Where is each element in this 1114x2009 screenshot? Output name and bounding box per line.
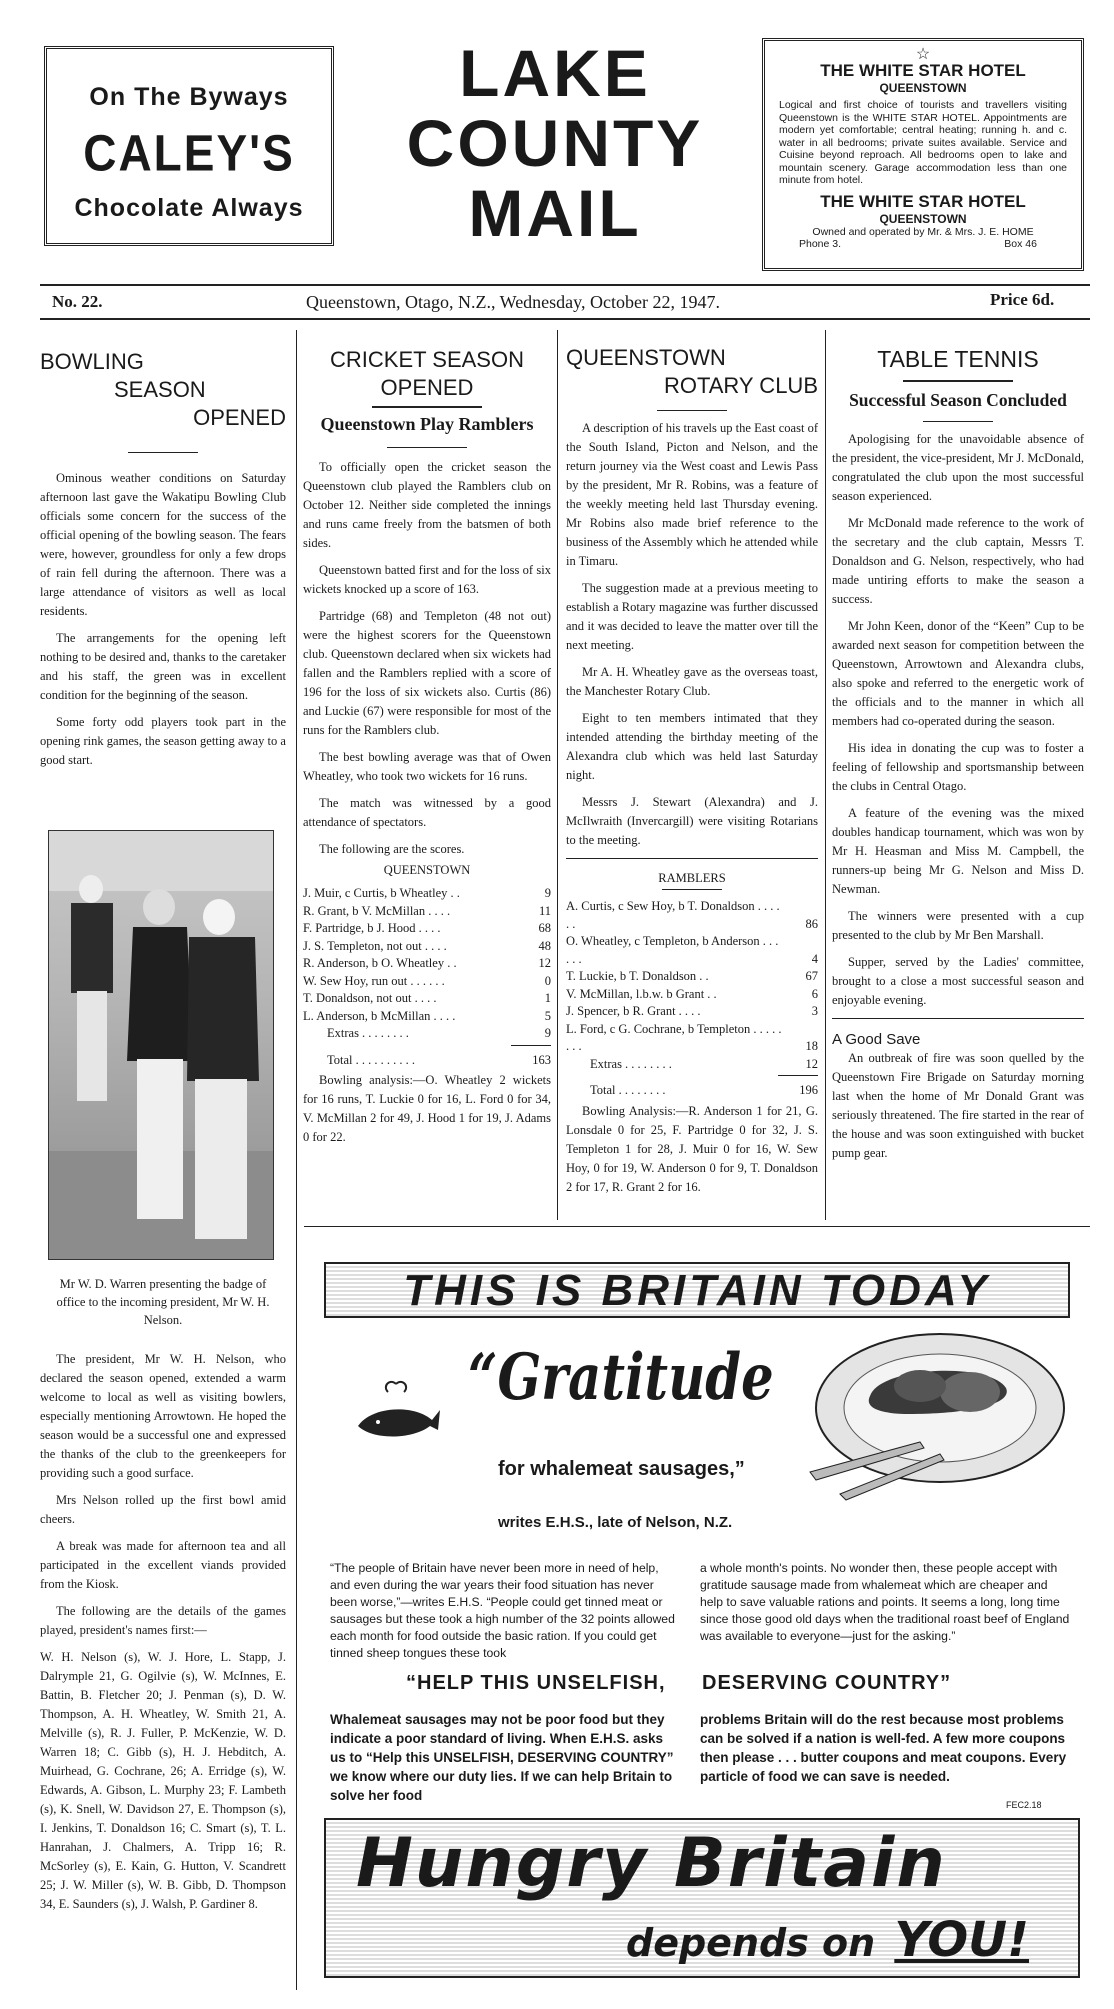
- ad-code: FEC2.18: [1006, 1800, 1042, 1810]
- cricket-p6: The following are the scores.: [319, 842, 465, 856]
- score-row: T. Luckie, b T. Donaldson . . 67: [566, 969, 818, 983]
- tennis-divider-2: [923, 421, 993, 422]
- cricket-divider: [372, 406, 482, 408]
- bowling-photo-figures: [49, 831, 274, 1260]
- tennis-article: [832, 344, 1084, 1171]
- ramblers-scores: [566, 898, 818, 1100]
- hungry-britain-text: Hungry Britain: [356, 1824, 947, 1903]
- bowling-divider: [128, 452, 198, 453]
- score-total-row: Total . . . . . . . . . . 163: [327, 1052, 551, 1067]
- britain-banner-text: THIS IS BRITAIN TODAY: [403, 1266, 991, 1315]
- tennis-end-rule: [832, 1018, 1084, 1019]
- gratitude-headline: “Gratitude: [468, 1340, 774, 1415]
- ad-slogan-left: “HELP THIS UNSELFISH,: [406, 1672, 666, 1694]
- cricket-p3: Partridge (68) and Templeton (48 not out) were the highest scorers for the Queenstown club. Queenstown declared when six wickets had fallen and the Ramblers replied with a score of 196 for the loss of six wickets also. Curtis (86) and Luckie (67) were responsible for most of the runs for the Ramblers club.: [303, 609, 551, 737]
- score-row: W. Sew Hoy, run out . . . . . . 0: [303, 973, 551, 988]
- cricket-scores: [303, 885, 551, 1069]
- bowling-article: [40, 348, 286, 778]
- gratitude-writes: writes E.H.S., late of Nelson, N.Z.: [498, 1514, 733, 1531]
- bowling-p3: Some forty odd players took part in the opening rink games, the season getting away to a good start.: [40, 715, 286, 767]
- score-row: V. McMillan, l.b.w. b Grant . . 6: [566, 986, 818, 1001]
- bowling-p2: The arrangements for the opening left nothing to be desired and, thanks to the caretaker and his staff, the green was in excellent condition for the beginning of the season.: [40, 631, 286, 702]
- ad-slogan-right: DESERVING COUNTRY”: [702, 1672, 952, 1694]
- caley-brand: CALEY'S: [83, 124, 295, 182]
- masthead-rule-top: [40, 284, 1090, 286]
- rotary-heading-2: ROTARY CLUB: [663, 373, 818, 398]
- tennis-p3: Mr John Keen, donor of the “Keen” Cup to be awarded next season for competition between the Queenstown, Arrowtown and Alexandra clubs, also spoke and referred to the energetic work of the officials and to the manner in which all members had co-operated during the season.: [832, 619, 1084, 728]
- hotel-town-2: QUEENSTOWN: [879, 211, 967, 226]
- hotel-box: Box 46: [1004, 237, 1037, 250]
- title-line1: LAKE: [459, 36, 651, 110]
- you-text: YOU!: [894, 1912, 1030, 1968]
- rotary-p2: The suggestion made at a previous meeting to establish a Rotary magazine was further discussed and it was decided to leave the matter over till the next meeting.: [566, 581, 818, 652]
- cricket-p5: The match was witnessed by a good attendance of spectators.: [303, 796, 551, 829]
- tennis-p4: His idea in donating the cup was to foster a feeling of fellowship and sportsmanship between the clubs in Central Otago.: [832, 741, 1084, 793]
- bowling-p4: The president, Mr W. H. Nelson, who declared the season opened, extended a warm welcome to local as well as visiting bowlers, especially mentioning Arrowtown. He hoped the season would be a successful one and expressed the thanks of the club to the greenkeepers for providing such a good surface.: [40, 1352, 286, 1480]
- caley-ad: [44, 46, 334, 246]
- cricket-article: [303, 346, 551, 1155]
- score-row: Extras . . . . . . . . 12: [590, 1056, 818, 1071]
- caley-line1: On The Byways: [89, 83, 289, 111]
- score-row: J. Muir, c Curtis, b Wheatley . . 9: [303, 886, 551, 900]
- bowling-p6: A break was made for afternoon tea and all participated in the excellent viands provided from the Kiosk.: [40, 1539, 286, 1591]
- cricket-p4: The best bowling average was that of Owen Wheatley, who took two wickets for 16 runs.: [303, 750, 551, 783]
- score-row: L. Ford, c G. Cochrane, b Templeton . . . . . . . . 18: [566, 1021, 818, 1053]
- bowling-caption: Mr W. D. Warren presenting the badge of office to the incoming president, Mr W. H. Nelson.: [56, 1277, 270, 1327]
- column-rule-2: [557, 330, 558, 1220]
- hotel-town: QUEENSTOWN: [879, 81, 967, 95]
- gratitude-for-line: for whalemeat sausages,”: [498, 1458, 745, 1480]
- ad-col-2: a whole month's points. No wonder then, these people accept with gratitude sausage made from whalemeat which are cheaper and help to save valuable rations and points. It seems a long, long time since those good old days when the traditional roast beef of England was available to everyone—just for the asking.”: [700, 1561, 1070, 1643]
- score-row: J. Spencer, b R. Grant . . . . 3: [566, 1004, 818, 1018]
- column-rule-3: [825, 330, 826, 1220]
- total-rule: [778, 1075, 818, 1076]
- good-save-heading: A Good Save: [832, 1031, 921, 1048]
- bowling-continued: [40, 1350, 286, 1922]
- title-line2: COUNTY: [406, 106, 704, 180]
- ad-top-rule: [304, 1226, 1090, 1227]
- hotel-body: Logical and first choice of tourists and travellers visiting Queenstown is the WHITE STAR HOTEL. Appointments are modern yet comfortable; central heating; running h. and c. water in all bedrooms; private suites available. Service and Cuisine beyond reproach. All bedrooms open to lake and mountain scenery. Garage accommodation less than one minute from hotel.: [779, 99, 1067, 186]
- score-row: Extras . . . . . . . . 9: [327, 1026, 551, 1040]
- score-row: R. Anderson, b O. Wheatley . . 12: [303, 956, 551, 970]
- ramblers-analysis: Bowling Analysis:—R. Anderson 1 for 21, G. Lonsdale 0 for 25, F. Partridge 0 for 32, J. S. Templeton 1 for 28, J. Muir 0 for 16, W. Sew Hoy, 0 for 19, W. Anderson 0 for 9, T. Donaldson 2 for 17, R. Grant 2 for 16.: [566, 1103, 818, 1194]
- tennis-p1: Apologising for the unavoidable absence of the president, the vice-president, Mr J. McDonald, congratulated the club upon the most successful season experienced.: [832, 432, 1085, 503]
- bowling-p8: W. H. Nelson (s), W. J. Hore, L. Stapp, J. Dalrymple 21, G. Ogilvie (s), W. McInnes, E. Battin, B. Fletcher 20; J. Penman (s), D. W. Thompson, A. H. Wheatley, W. Smith 21, A. Melville (s), R. J. Fuller, P. McKenzie, W. D. Warren 18; C. Gibb (s), H. J. Hebditch, A. Muirhead, G. Cochrane, 26; A. Erridge (s), W. Edwards, A. Gibson, L. Murphy 23; F. Lambeth (s), K. Snell, W. Davidson 27, E. Thompson (s), I. Jenkins, T. Donaldson 16; C. Smart (s), T. L. Hanrahan, J. Chalmers, A. Tripp 16; R. McSorley (s), E. Kain, G. Hutton, V. Scandrett 25; J. W. Miller (s), W. B. Gibb, D. Thompson 34, E. Saunders (s), J. Walsh, P. Gardiner 8.: [40, 1650, 286, 1911]
- rotary-end-rule: [566, 858, 818, 859]
- tennis-p5: A feature of the evening was the mixed doubles handicap tournament, which was won by Mr H. Heasman and Miss M. Campbell, the runners-up being Mr G. Nelson and Miss D. Newman.: [832, 806, 1084, 896]
- rotary-p4: Eight to ten members intimated that they intended attending the birthday meeting of the Alexandra club which was held last Saturday night.: [566, 711, 818, 782]
- sausage-plate-illustration: [800, 1322, 1068, 1502]
- score-row: R. Grant, b V. McMillan . . . . 11: [303, 903, 551, 918]
- ramblers-heading-rule: [662, 889, 722, 890]
- masthead-rule-bottom: [40, 318, 1090, 320]
- whale-icon: [352, 1378, 442, 1448]
- rotary-p5: Messrs J. Stewart (Alexandra) and J. McIlwraith (Invercargill) were visiting Rotarians to the meeting.: [566, 795, 818, 847]
- cricket-p2: Queenstown batted first and for the loss of six wickets knocked up a score of 163.: [303, 563, 551, 596]
- bowling-p7: The following are the details of the games played, president's names first:—: [40, 1604, 286, 1637]
- score-row: A. Curtis, c Sew Hoy, b T. Donaldson . . . . . . 86: [566, 899, 818, 931]
- hungry-banner: [324, 1818, 1080, 1978]
- title-line3: MAIL: [468, 176, 642, 250]
- ad-body-2: problems Britain will do the rest because most problems can be solved if a nation is well-fed. A few more coupons then please . . . butter coupons and meat coupons. Every particle of food we can save is needed.: [700, 1712, 1067, 1784]
- hotel-ad: [762, 38, 1084, 271]
- bowling-heading-3: OPENED: [193, 405, 286, 430]
- bowling-p1: Ominous weather conditions on Saturday afternoon last gave the Wakatipu Bowling Club officials some concern for the success of the official opening of the bowling season. The fears were, however, groundless for only a few drops of rain fell during the afternoon. There was a large attendance of visitors as well as local residents.: [40, 471, 286, 618]
- dateline: Queenstown, Otago, N.Z., Wednesday, October 22, 1947.: [306, 292, 720, 312]
- ad-body-1: Whalemeat sausages may not be poor food but they indicate a poor standard of living. When E.H.S. asks us to “Help this UNSELFISH, DESERVING COUNTRY” we know where our duty lies. If we can help Britain to solve her food: [330, 1712, 674, 1803]
- cricket-subheading: Queenstown Play Ramblers: [320, 414, 534, 434]
- star-icon: ☆: [915, 44, 931, 63]
- tennis-divider: [903, 380, 1013, 382]
- bowling-p5: Mrs Nelson rolled up the first bowl amid cheers.: [40, 1493, 286, 1526]
- score-row: T. Donaldson, not out . . . . 1: [303, 991, 551, 1005]
- cricket-heading-2: OPENED: [380, 375, 474, 400]
- column-rule-1: [296, 330, 297, 1990]
- bowling-heading-1: BOWLING: [40, 349, 144, 374]
- hotel-owners: Owned and operated by Mr. & Mrs. J. E. HOME: [812, 225, 1034, 238]
- score-total-row: Total . . . . . . . . 196: [590, 1083, 818, 1097]
- tennis-heading: TABLE TENNIS: [877, 346, 1039, 372]
- bowling-heading-2: SEASON: [114, 377, 206, 402]
- cricket-team-heading: QUEENSTOWN: [383, 863, 471, 877]
- tennis-p7: Supper, served by the Ladies' committee, brought to a close a most successful season and enjoyable evening.: [832, 955, 1084, 1007]
- hotel-phone: Phone 3.: [799, 237, 842, 250]
- caley-line3: Chocolate Always: [74, 194, 304, 222]
- tennis-p6: The winners were presented with a cup presented to the club by Mr Ben Marshall.: [832, 909, 1084, 942]
- tennis-subheading: Successful Season Concluded: [849, 390, 1067, 410]
- good-save-body: An outbreak of fire was soon quelled by the Queenstown Fire Brigade on Saturday morning last when the home of Mr Donald Grant was seriously threatened. The fire started in the rear of the house and was soon extinguished with bucket pump gear.: [832, 1051, 1084, 1160]
- cricket-heading-1: CRICKET SEASON: [330, 347, 524, 372]
- price: Price 6d.: [990, 290, 1055, 309]
- rotary-heading-1: QUEENSTOWN: [566, 345, 726, 370]
- hotel-name-2: THE WHITE STAR HOTEL: [820, 191, 1026, 211]
- score-row: O. Wheatley, c Templeton, b Anderson . . . . . . 4: [566, 934, 818, 966]
- total-rule: [511, 1045, 551, 1046]
- rotary-divider: [657, 410, 727, 411]
- hotel-name: THE WHITE STAR HOTEL: [820, 61, 1026, 80]
- cricket-divider-2: [387, 447, 467, 448]
- issue-number: No. 22.: [52, 292, 103, 311]
- score-row: F. Partridge, b J. Hood . . . . 68: [303, 921, 551, 935]
- cricket-analysis: Bowling analysis:—O. Wheatley 2 wickets for 16 runs, T. Luckie 0 for 16, L. Ford 0 for 34, V. McMillan 2 for 49, J. Hood 1 for 19, J. Adams 0 for 22.: [303, 1073, 551, 1144]
- depends-on-text: depends on: [626, 1921, 876, 1965]
- ramblers-team-heading: RAMBLERS: [658, 871, 726, 885]
- cricket-p1: To officially open the cricket season the Queenstown club played the Ramblers club on October 12. Neither side completed the innings and runs came freely from the batsmen of both sides.: [303, 460, 551, 550]
- masthead-title: [370, 38, 740, 248]
- score-row: L. Anderson, b McMillan . . . . 5: [303, 1008, 551, 1023]
- rotary-p3: Mr A. H. Wheatley gave as the overseas toast, the Manchester Rotary Club.: [566, 665, 818, 698]
- rotary-article: [566, 344, 818, 1205]
- rotary-p1: A description of his travels up the East coast of the South Island, Picton and Nelson, and the return journey via the West coast and Lewis Pass by the president, Mr R. Robins, was a feature of the weekly meeting held last Thursday evening. Mr Robins also made brief reference to the business of the Assembly which he attended while in Timaru.: [566, 421, 818, 568]
- tennis-p2: Mr McDonald made reference to the work of the secretary and the club captain, Messrs T. Donaldson and G. Nelson, respectively, who had made untiring efforts to make the season a success.: [832, 516, 1084, 606]
- score-row: J. S. Templeton, not out . . . . 48: [303, 938, 551, 953]
- bowling-photo: [48, 830, 274, 1260]
- ad-col-1: “The people of Britain have never been more in need of help, and even during the war years their food situation has never been worse,”—writes E.H.S. “People could get tinned meat or sausages but these took a high number of the 32 points allowed each month for food outside the basic ration. If you could get tinned sheep tongues these took: [330, 1561, 675, 1660]
- britain-banner: [324, 1262, 1070, 1318]
